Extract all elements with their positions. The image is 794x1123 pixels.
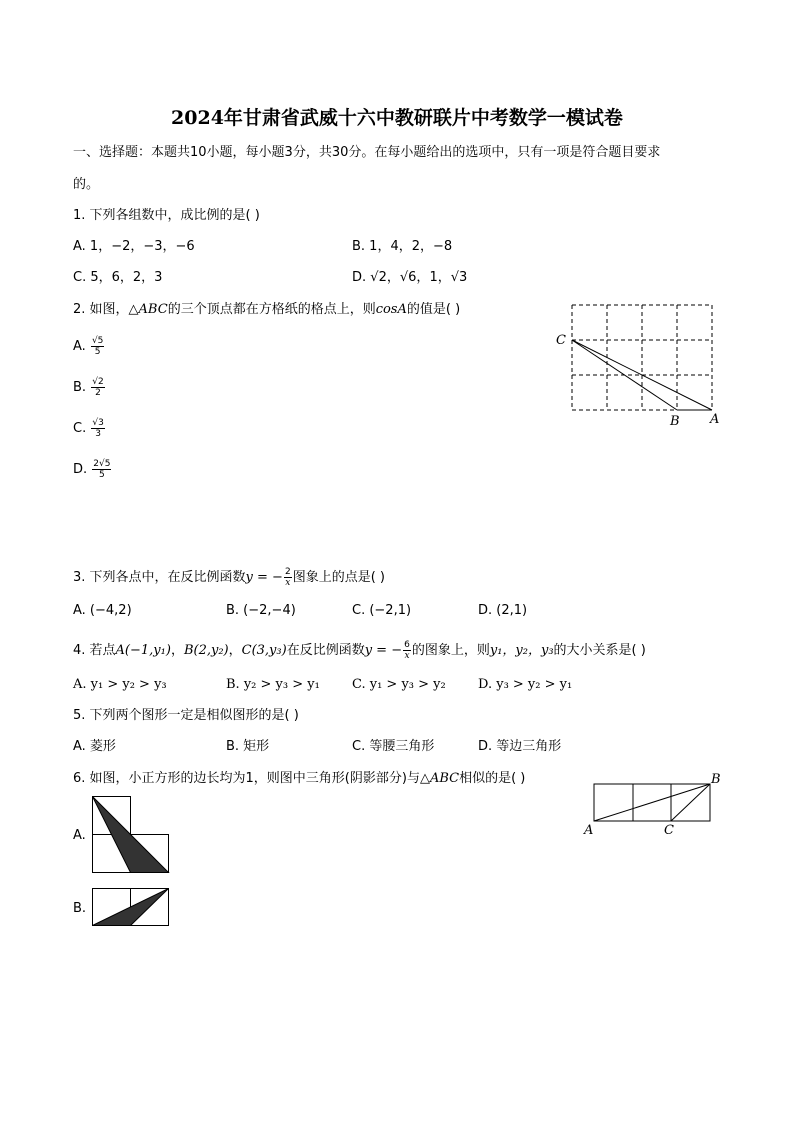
q5-option-b[interactable]: B. 矩形 — [226, 739, 270, 754]
q3-option-d[interactable]: D. (2,1) — [478, 603, 528, 618]
q1-option-a[interactable]: A. 1，−2，−3，−6 — [73, 239, 195, 254]
fraction: $\frac{√3}{3}$ — [92, 418, 104, 439]
q2-option-b[interactable]: B. $\frac{√2}{2}$ — [73, 377, 104, 398]
fraction: $\frac{6}{x}$ — [404, 640, 410, 661]
fraction: $\frac{√2}{2}$ — [92, 377, 104, 398]
q6-option-b-label[interactable]: B. — [73, 901, 87, 916]
q2-option-c[interactable]: C. $\frac{√3}{3}$ — [73, 418, 104, 439]
q6-option-a-label[interactable]: A. — [73, 828, 86, 843]
page-title: 2024年甘肃省武威十六中教研联片中考数学一模试卷 — [171, 107, 623, 129]
q2-stem: 2. 如图，△ABC的三个顶点都在方格纸的格点上，则cosA的值是( ) — [73, 302, 461, 317]
vertex-a-label: A — [710, 412, 720, 427]
segment-ab — [594, 784, 710, 821]
q6-reference-figure — [580, 770, 730, 840]
q1-option-b[interactable]: B. 1，4，2，−8 — [352, 239, 453, 254]
section-heading-cont: 的。 — [73, 177, 100, 192]
q3-option-a[interactable]: A. (−4,2) — [73, 603, 132, 618]
q2-option-d[interactable]: D. $\frac{2√5}{5}$ — [73, 459, 111, 480]
vertex-b-label: B — [711, 772, 721, 787]
q3-stem: 3. 下列各点中，在反比例函数y = − $\frac{2}{x}$ 图象上的点是( ) — [73, 567, 385, 588]
q1-option-c[interactable]: C. 5，6，2，3 — [73, 270, 163, 285]
q1-stem: 1. 下列各组数中，成比例的是( ) — [73, 208, 260, 223]
q3-option-b[interactable]: B. (−2,−4) — [226, 603, 296, 618]
section-heading: 一、选择题：本题共10小题，每小题3分，共30分。在每小题给出的选项中，只有一项是符合题目要求 — [73, 145, 661, 160]
q4-option-a[interactable]: A. y₁ > y₂ > y₃ — [73, 677, 167, 692]
q4-option-b[interactable]: B. y₂ > y₃ > y₁ — [226, 677, 320, 692]
q4-option-d[interactable]: D. y₃ > y₂ > y₁ — [478, 677, 573, 692]
dashed-grid — [572, 305, 712, 410]
vertex-b-label: B — [670, 414, 680, 429]
fraction: $\frac{2√5}{5}$ — [93, 459, 111, 480]
q3-option-c[interactable]: C. (−2,1) — [352, 603, 412, 618]
vertex-c-label: C — [556, 333, 566, 348]
q5-stem: 5. 下列两个图形一定是相似图形的是( ) — [73, 708, 299, 723]
fraction: $\frac{2}{x}$ — [284, 567, 291, 588]
segment-cb — [671, 784, 710, 821]
q1-option-d[interactable]: D. √2，√6，1，√3 — [352, 270, 468, 285]
q4-stem: 4. 若点A(−1,y₁)，B(2,y₂)，C(3,y₃)在反比例函数y = − $\frac{6}{x}$ 的图象上，则y₁，y₂，y₃的大小关系是( ) — [73, 640, 646, 661]
q6-stem: 6. 如图，小正方形的边长均为1，则图中三角形(阴影部分)与△ABC相似的是( ) — [73, 771, 526, 786]
vertex-a-label: A — [584, 823, 594, 838]
q5-option-d[interactable]: D. 等边三角形 — [478, 739, 562, 754]
q4-option-c[interactable]: C. y₁ > y₃ > y₂ — [352, 677, 446, 692]
q6-option-b-figure[interactable] — [92, 888, 170, 928]
q2-option-a[interactable]: A. $\frac{√5}{5}$ — [73, 336, 104, 357]
q1-option-d-label: D. — [352, 270, 371, 285]
q6-option-a-figure[interactable] — [92, 796, 170, 874]
q5-option-c[interactable]: C. 等腰三角形 — [352, 739, 435, 754]
q2-grid-figure — [550, 298, 730, 433]
q5-option-a[interactable]: A. 菱形 — [73, 739, 116, 754]
vertex-c-label: C — [664, 823, 674, 838]
fraction: $\frac{√5}{5}$ — [91, 336, 104, 357]
